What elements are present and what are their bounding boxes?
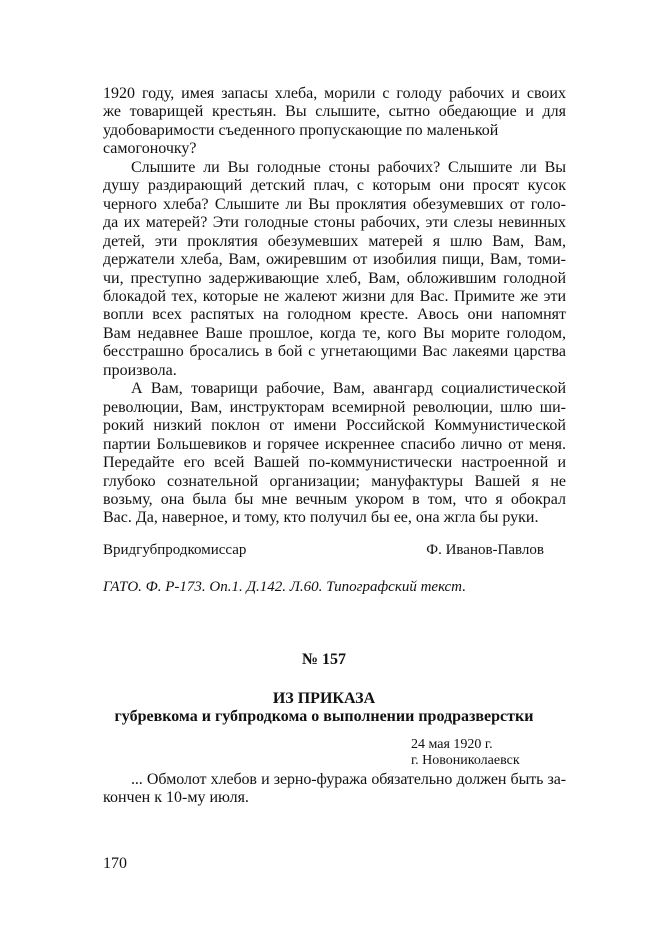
document-date: 24 мая 1920 г. bbox=[411, 736, 493, 752]
page-number: 170 bbox=[103, 854, 127, 872]
document-place: г. Новониколаевск bbox=[411, 752, 520, 768]
page bbox=[103, 0, 566, 873]
text-line: 1920 году, имея запасы хлеба, морили с голоду рабочих и своих bbox=[103, 85, 566, 102]
text-line: Вам недавнее Ваше прошлое, когда те, кого Вы морите голодом, bbox=[103, 324, 566, 342]
archive-reference: ГАТО. Ф. Р-173. Оп.1. Д.142. Л.60. Типографский текст. bbox=[103, 578, 466, 595]
text-line: партии Большевиков и горячее искреннее спасибо лично от меня. bbox=[103, 435, 566, 453]
text-line: глубоко сознательной организации; мануфактуры Вашей я не bbox=[103, 472, 566, 490]
document-number: № 157 bbox=[301, 650, 347, 668]
text-line: самогоночку? bbox=[103, 140, 197, 158]
text-line: же товарищей крестьян. Вы слышите, сытно обедающие и для bbox=[103, 103, 566, 121]
text-line: чи, преступно задерживающие хлеб, Вам, обложившим голодной bbox=[103, 269, 566, 287]
text-line: Слышите ли Вы голодные стоны рабочих? Слышите ли Вы bbox=[131, 158, 566, 176]
text-line: рокий низкий поклон от имени Российской Коммунистической bbox=[103, 417, 566, 435]
text-line: произвола. bbox=[103, 361, 177, 379]
text-line: бесстрашно бросались в бой с угнетающими Вас лакеями царства bbox=[103, 343, 566, 361]
text-line: А Вам, товарищи рабочие, Вам, авангард социалистической bbox=[131, 380, 566, 398]
letter-body bbox=[103, 85, 566, 528]
text-line: революции, Вам, инструкторам всемирной революции, шлю ши- bbox=[103, 398, 566, 416]
text-line: ... Обмолот хлебов и зерно-фуража обязательно должен быть за- bbox=[131, 770, 566, 788]
text-line: Вас. Да, наверное, и тому, кто получил бы ее, она жгла бы руки. bbox=[103, 509, 539, 527]
text-line: возьму, она была бы мне вечным укором в том, что я обокрал bbox=[103, 490, 566, 508]
signature-row bbox=[103, 541, 566, 559]
text-line: вопли всех распятых на голодном кресте. Авось они напомнят bbox=[103, 306, 566, 324]
text-line: держатели хлеба, Вам, ожиревшим от изобилия пищи, Вам, томи- bbox=[103, 251, 566, 269]
document-title: ИЗ ПРИКАЗА bbox=[272, 689, 376, 707]
text-line: черного хлеба? Слышите ли Вы проклятия обезумевших от голо- bbox=[103, 195, 566, 213]
text-line: Передайте его всей Вашей по-коммунистически настроенной и bbox=[103, 454, 566, 472]
text-line: кончен к 10-му июля. bbox=[103, 789, 249, 807]
text-line: блокадой тех, которые не жалеют жизни для Вас. Примите же эти bbox=[103, 287, 566, 305]
document-subtitle: губревкома и губпродкома о выполнении продразверстки bbox=[114, 707, 534, 725]
text-line: удобоваримости съеденного пропускающие по маленькой bbox=[103, 121, 499, 139]
signature-name: Ф. Иванов-Павлов bbox=[426, 541, 544, 558]
order-body bbox=[103, 771, 566, 808]
text-line: душу раздирающий детский плач, с которым они просят кусок bbox=[103, 177, 566, 195]
text-line: да их матерей? Эти голодные стоны рабочих, эти слезы невинных bbox=[103, 214, 566, 232]
text-line: детей, эти проклятия обезумевших матерей я шлю Вам, Вам, bbox=[103, 232, 566, 250]
signature-title: Вридгубпродкомиссар bbox=[103, 541, 247, 558]
